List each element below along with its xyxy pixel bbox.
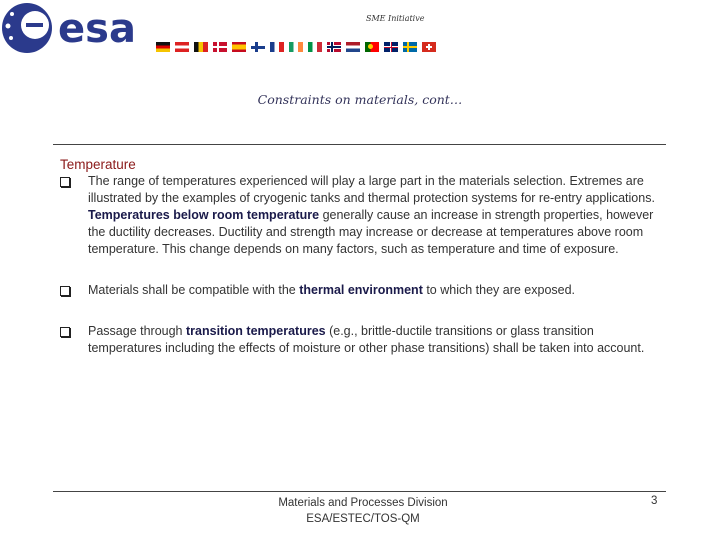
- bottom-divider: [53, 491, 666, 492]
- austria-flag: [175, 42, 189, 52]
- bullet-text: (e.g., brittle-ductile transitions or glass transition temperatures including the effects of moisture or other phase transitions) shall be taken into account.: [88, 324, 645, 355]
- bullet-emphasis: transition temperatures: [186, 324, 326, 338]
- norway-flag: [327, 42, 341, 52]
- bullet-item: [60, 173, 660, 258]
- esa-logo: [0, 0, 160, 60]
- footer-division: Materials and Processes Division: [278, 497, 448, 509]
- checkbox-bullet-icon: [60, 327, 70, 337]
- bullet-text: Passage through: [88, 324, 186, 338]
- sweden-flag: [403, 42, 417, 52]
- bullet-emphasis: thermal environment: [299, 283, 423, 297]
- sme-initiative-label: SME Initiative: [366, 14, 425, 23]
- portugal-flag: [365, 42, 379, 52]
- uk-flag: [384, 42, 398, 52]
- checkbox-bullet-icon: [60, 286, 70, 296]
- spain-flag: [232, 42, 246, 52]
- bullet-item: [60, 282, 660, 299]
- finland-flag: [251, 42, 265, 52]
- footer-department: ESA/ESTEC/TOS-QM: [306, 513, 420, 525]
- bullet-text: to which they are exposed.: [422, 283, 576, 297]
- italy-flag: [308, 42, 322, 52]
- page-number: 3: [651, 495, 658, 507]
- bullet-text: Materials shall be compatible with the: [88, 283, 300, 297]
- bullet-emphasis: Temperatures below room temperature: [88, 208, 320, 222]
- switzerland-flag: [422, 42, 436, 52]
- bullet-text: The range of temperatures experienced will play a large part in the materials selection. Extremes are illustrated by the examples of cryogenic tanks and thermal protection systems for re-entry applications.: [88, 174, 655, 205]
- bullet-item: [60, 323, 660, 357]
- netherlands-flag: [346, 42, 360, 52]
- slide-content: [60, 157, 660, 357]
- section-heading: Temperature: [60, 157, 136, 172]
- belgium-flag: [194, 42, 208, 52]
- esa-logo-text: esa: [58, 6, 136, 52]
- slide-title: Constraints on materials, cont…: [257, 92, 463, 107]
- member-state-flags: [156, 42, 441, 53]
- france-flag: [270, 42, 284, 52]
- footer: [0, 495, 720, 527]
- ireland-flag: [289, 42, 303, 52]
- bullet-text: generally cause an increase in strength properties, however the ductility decreases. Ductility and strength may increase or decrease at temperatures above room temperature. This change depends on many factors, such as temperature and time of exposure.: [88, 208, 654, 256]
- checkbox-bullet-icon: [60, 177, 70, 187]
- top-divider: [53, 144, 666, 145]
- denmark-flag: [213, 42, 227, 52]
- germany-flag: [156, 42, 170, 52]
